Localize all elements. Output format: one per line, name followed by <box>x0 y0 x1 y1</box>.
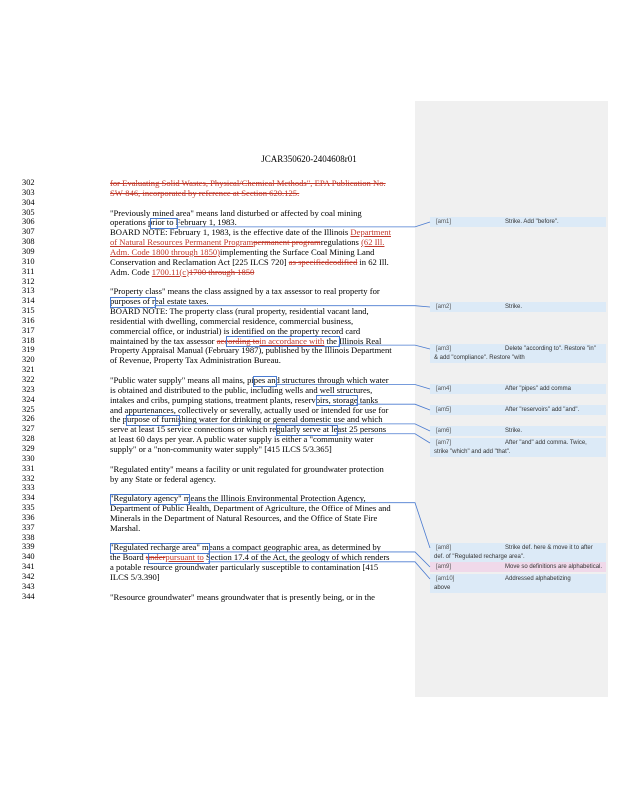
document-line <box>0 257 415 267</box>
comment-text: Delete "according to". Restore "in" <box>505 346 596 352</box>
line-number: 334 <box>22 493 35 503</box>
text-segment: the Board <box>110 552 146 563</box>
line-number: 314 <box>22 296 35 306</box>
text-segment: BOARD NOTE: The property class (rural property, residential vacant land, <box>110 306 369 317</box>
comment-balloon[interactable] <box>430 438 606 457</box>
comment-balloon[interactable] <box>430 405 606 415</box>
line-text <box>110 267 254 277</box>
comment-balloon[interactable] <box>430 384 606 394</box>
line-number: 330 <box>22 453 35 463</box>
inserted-text: in accordance with <box>259 335 325 346</box>
document-line <box>0 267 415 277</box>
text-segment: by any State or federal agency. <box>110 473 216 484</box>
comment-key: [am8] <box>436 545 452 551</box>
document-line <box>0 188 415 198</box>
line-text <box>110 592 375 602</box>
comment-key: [am1] <box>436 219 452 225</box>
comment-key: [am10] <box>436 576 455 582</box>
document-line <box>0 513 415 523</box>
line-number: 310 <box>22 256 35 266</box>
text-segment: the purpose of furnishing water for drinking or general domestic use and which <box>110 414 383 425</box>
deleted-text: under <box>145 552 166 563</box>
comment-key: [am4] <box>436 386 452 392</box>
text-segment: and appurtenances, collectively or severally, actually used or intended for use for <box>110 404 389 415</box>
comment-balloon[interactable] <box>430 574 606 593</box>
document-line <box>0 464 415 474</box>
line-number: 316 <box>22 315 35 325</box>
document-line <box>0 336 415 346</box>
document-line <box>0 592 415 602</box>
comment-balloon[interactable] <box>430 562 606 572</box>
line-number: 337 <box>22 522 35 532</box>
document-line <box>0 198 415 208</box>
line-text <box>110 316 353 326</box>
document-line <box>0 503 415 513</box>
line-number: 333 <box>22 483 35 493</box>
text-segment: a potable resource groundwater particularly susceptible to contamination [415 <box>110 562 379 573</box>
text-segment: "Resource groundwater" means groundwater that is presently being, or in the <box>110 591 375 602</box>
document-line <box>0 217 415 227</box>
line-number: 304 <box>22 197 35 207</box>
line-text <box>110 385 372 395</box>
document-line <box>0 296 415 306</box>
text-segment: of Revenue, Property Tax Administration Bureau. <box>110 355 281 366</box>
text-segment: operations <box>110 217 148 228</box>
comment-text: Strike def. here & move it to after <box>505 545 593 551</box>
document-line <box>0 454 415 464</box>
comment-balloon[interactable] <box>430 217 606 227</box>
line-number: 335 <box>22 503 35 513</box>
text-segment: purposes of <box>110 296 150 307</box>
comment-text-continued: strike "which" and add "that". <box>434 449 511 455</box>
deleted-text: 1700 through 1850 <box>188 266 255 277</box>
text-segment: supply" or a "non-community water supply" [415 ILCS 5/3.365] <box>110 443 332 454</box>
line-number: 323 <box>22 384 35 394</box>
text-segment: prior to <box>147 217 174 228</box>
text-segment: in 62 Ill. <box>357 256 389 267</box>
deleted-text: according to <box>216 335 260 346</box>
comment-anchor[interactable] <box>145 552 210 564</box>
document-line <box>0 365 415 375</box>
line-text <box>110 247 374 257</box>
comment-balloon[interactable] <box>430 344 606 363</box>
text-segment: "Regulated entity" means a facility or unit regulated for groundwater protection <box>110 463 384 474</box>
line-number: 308 <box>22 237 35 247</box>
document-line <box>0 178 415 188</box>
text-segment: maintained by the tax assessor <box>110 335 217 346</box>
text-segment: Property Appraisal Manual (February 1987), published by the Illinois Department <box>110 345 392 356</box>
document-line <box>0 208 415 218</box>
document-line <box>0 316 415 326</box>
line-number: 312 <box>22 276 35 286</box>
text-segment: "Regulatory agency" means the Illinois Environmental Protection Agency, <box>110 493 366 504</box>
document-line <box>0 345 415 355</box>
comment-text: Strike. Add "before". <box>505 219 559 225</box>
deleted-text: permanent program <box>253 237 321 248</box>
text-segment: Conservation and Reclamation Act [225 ILCS 720] <box>110 256 289 267</box>
line-number: 324 <box>22 394 35 404</box>
document-line <box>0 493 415 503</box>
text-segment: serve at least 15 service connections or which regularly serve at least 25 persons <box>110 424 387 435</box>
line-number: 342 <box>22 572 35 581</box>
line-text <box>110 464 384 474</box>
comment-text: Strike. <box>505 304 523 310</box>
comment-text-continued: def. of "Regulated recharge area". <box>434 554 525 560</box>
comment-key: [am9] <box>436 564 452 570</box>
inserted-text: Adm. Code 1800 through 1850) <box>110 246 221 257</box>
document-line <box>0 533 415 543</box>
comment-text: After "pipes" add comma <box>505 386 571 392</box>
line-number: 302 <box>22 178 35 187</box>
line-number: 325 <box>22 404 35 414</box>
comment-text: Strike. <box>505 428 523 434</box>
comment-anchor[interactable] <box>110 494 190 505</box>
line-text <box>110 474 216 484</box>
line-number: 321 <box>22 365 35 375</box>
comment-key: [am2] <box>436 304 452 310</box>
comment-key: [am7] <box>436 440 452 446</box>
comment-anchor[interactable] <box>276 425 338 436</box>
comment-text: After "reservoirs" add "and". <box>505 407 580 413</box>
line-text <box>110 444 332 454</box>
document-line <box>0 483 415 493</box>
line-number: 306 <box>22 217 35 227</box>
text-segment: regulations <box>320 237 362 248</box>
document-line <box>0 444 415 454</box>
inserted-text: Department <box>350 227 391 238</box>
comment-anchor[interactable] <box>126 415 180 426</box>
comment-key: [am5] <box>436 407 452 413</box>
text-segment: "Previously mined area" means land disturbed or affected by coal mining <box>110 207 362 218</box>
text-segment: implementing the Surface Coal Mining Land <box>220 246 375 257</box>
comment-balloon[interactable] <box>430 426 606 436</box>
deleted-text: codified <box>329 256 358 267</box>
line-number: 336 <box>22 512 35 522</box>
line-number: 305 <box>22 207 35 217</box>
comment-text: Move so definitions are alphabetical. <box>505 564 602 570</box>
document-line <box>0 227 415 237</box>
document-line <box>0 582 415 592</box>
line-number: 329 <box>22 443 35 453</box>
document-line <box>0 572 415 582</box>
document-line <box>0 424 415 434</box>
comment-anchor[interactable] <box>147 217 178 229</box>
line-text <box>110 286 380 296</box>
line-number: 320 <box>22 355 35 365</box>
text-segment: commercial office, or industrial) is identified on the property record card <box>110 325 361 336</box>
line-text <box>110 572 160 582</box>
document-line <box>0 326 415 336</box>
line-text <box>110 513 377 523</box>
line-number: 311 <box>22 266 35 276</box>
inserted-text: (62 Ill. <box>361 237 385 248</box>
text-segment: is obtained and distributed to the public, including wells and well structures, <box>110 384 373 395</box>
text-segment: BOARD NOTE: February 1, 1983, is the effective date of the Illinois <box>110 227 351 238</box>
document-line <box>0 385 415 395</box>
line-number: 326 <box>22 414 35 424</box>
document-line <box>0 434 415 444</box>
text-segment: Department of Public Health, Department of Agriculture, the Office of Mines and <box>110 503 391 514</box>
text-segment: Adm. Code <box>110 266 152 277</box>
comment-anchor[interactable] <box>253 376 277 387</box>
text-segment: at least 60 days per year. A public water supply is either a "community water <box>110 434 374 445</box>
line-text <box>110 208 362 218</box>
deleted-text: for Evaluating Solid Wastes, Physical/Chemical Methods", EPA Publication No. <box>110 178 386 188</box>
document-line <box>0 375 415 385</box>
text-segment: ILCS 5/3.390] <box>110 572 160 582</box>
line-number: 344 <box>22 591 35 601</box>
comment-balloon[interactable] <box>430 543 606 562</box>
line-number: 340 <box>22 552 35 562</box>
line-number: 338 <box>22 532 35 542</box>
document-line <box>0 414 415 424</box>
inserted-text: of Natural Resources Permanent Program <box>110 237 254 248</box>
text-segment: intakes and cribs, pumping stations, treatment plants, reservoirs, storage tanks <box>110 394 379 405</box>
comment-text-continued: above <box>434 585 451 591</box>
comment-key: [am6] <box>436 428 452 434</box>
line-number: 343 <box>22 581 35 591</box>
comment-anchor[interactable] <box>110 297 156 308</box>
text-segment: "Regulated recharge area" means a compact geographic area, as determined by <box>110 542 381 553</box>
inserted-text: 1700.11(c) <box>151 266 189 277</box>
comment-balloon[interactable] <box>430 302 606 312</box>
line-text <box>110 178 386 188</box>
comment-text-continued: & add "compliance". Restore "with <box>434 355 525 361</box>
comment-margin-panel <box>415 101 608 697</box>
line-number: 332 <box>22 473 35 483</box>
line-number: 331 <box>22 463 35 473</box>
document-line <box>0 523 415 533</box>
text-segment: the Illinois Real <box>324 335 382 346</box>
line-number: 315 <box>22 306 35 316</box>
text-segment: residential with dwelling, commercial residence, commercial business, <box>110 315 354 326</box>
document-line <box>0 355 415 365</box>
line-number: 318 <box>22 335 35 345</box>
line-number: 309 <box>22 246 35 256</box>
deleted-text: as specified <box>288 256 330 267</box>
text-segment: real estate taxes. <box>149 296 209 307</box>
text-segment: "Property class" means the class assigned by a tax assessor to real property for <box>110 286 380 297</box>
line-text <box>110 326 360 336</box>
line-text <box>110 257 389 267</box>
comment-anchor[interactable] <box>316 395 358 406</box>
line-text <box>110 355 281 365</box>
line-text <box>110 375 389 385</box>
text-segment: Marshal. <box>110 522 141 533</box>
document-line <box>0 277 415 287</box>
line-text <box>110 523 140 533</box>
line-number: 339 <box>22 542 35 552</box>
inserted-text: pursuant to <box>165 552 204 563</box>
document-line <box>0 247 415 257</box>
document-line <box>0 237 415 247</box>
line-number: 317 <box>22 325 35 335</box>
deleted-text: SW-846, incorporated by reference at Section 620.125. <box>110 187 300 198</box>
line-number: 328 <box>22 434 35 444</box>
line-text <box>110 237 384 247</box>
document-line <box>0 474 415 484</box>
document-line <box>0 286 415 296</box>
line-number: 327 <box>22 424 35 434</box>
text-segment: Section 17.4 of the Act, <box>203 552 288 563</box>
text-segment: "Public water supply" means all mains, pipes and structures through which water <box>110 375 389 385</box>
line-number: 341 <box>22 562 35 572</box>
line-number: 313 <box>22 286 35 296</box>
comment-anchor[interactable] <box>226 336 340 347</box>
document-id: JCAR350620-2404608r01 <box>261 154 357 164</box>
line-number: 307 <box>22 227 35 237</box>
comment-key: [am3] <box>436 346 452 352</box>
line-number: 303 <box>22 187 35 197</box>
text-segment: the geology of which renders <box>287 552 390 563</box>
text-segment: February 1, 1983. <box>173 217 237 228</box>
line-text <box>110 188 299 198</box>
line-number: 319 <box>22 345 35 355</box>
text-segment: Minerals in the Department of Natural Resources, and the Office of State Fire <box>110 512 378 523</box>
comment-text: After "and" add comma. Twice, <box>505 440 587 446</box>
comment-text: Addressed alphabetizing <box>505 576 571 582</box>
line-number: 322 <box>22 375 35 384</box>
document-line <box>0 306 415 316</box>
